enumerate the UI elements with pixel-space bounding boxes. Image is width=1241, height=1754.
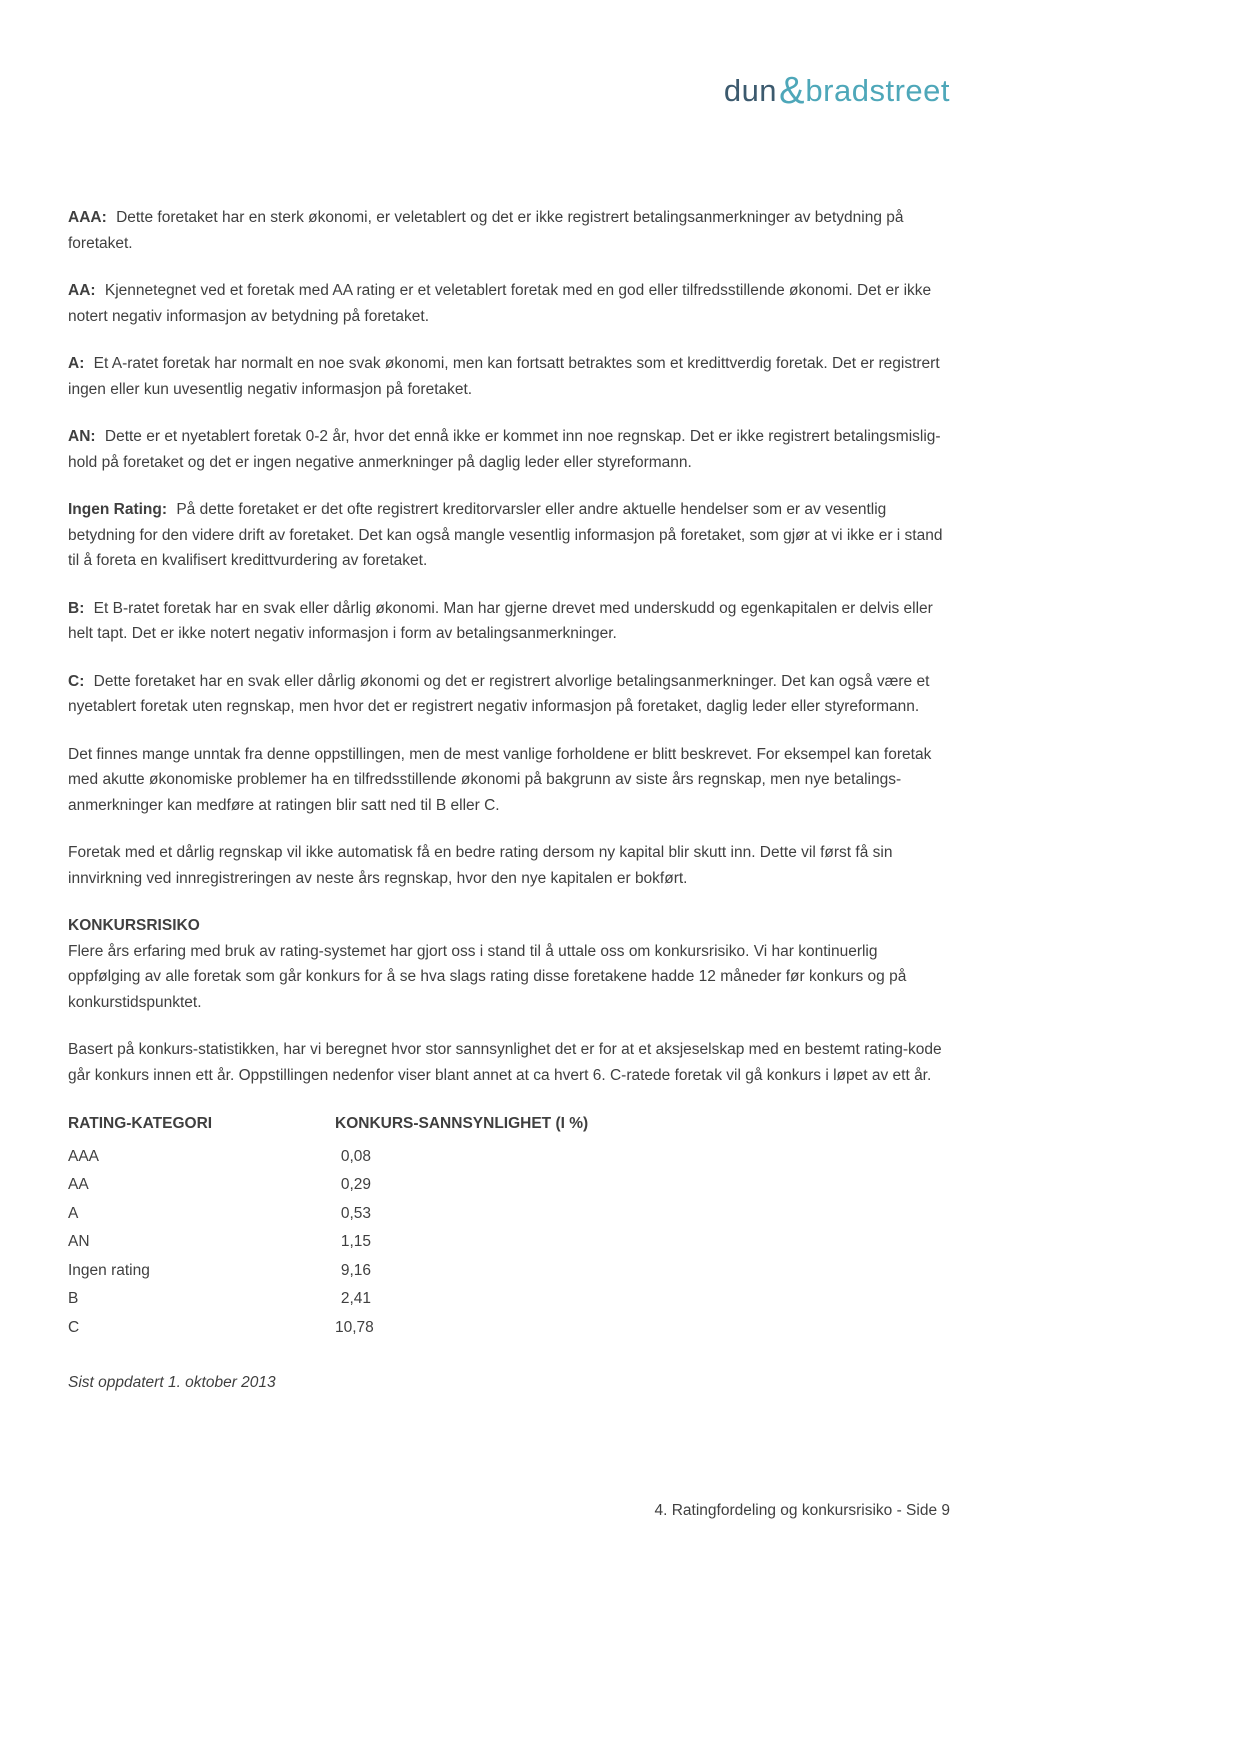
konkursrisiko-heading: KONKURSRISIKO	[68, 917, 200, 934]
table-cell-value: 0,29	[340, 1176, 371, 1193]
table-header-rating-kategori: RATING-KATEGORI	[68, 1115, 213, 1132]
rating-label-an: AN:	[68, 428, 96, 445]
rating-paragraph-b	[68, 596, 950, 647]
table-cell-value: 10,78	[335, 1318, 374, 1336]
konkurs-probability-table	[68, 1110, 950, 1342]
rating-text-b: Et B-ratet foretak har en svak eller dårlig økonomi. Man har gjerne drevet med underskudd og egenkapitalen er delvis eller helt tapt. Det er ikke notert negativ informasjon i form av betalingsanmerkninger.	[68, 599, 933, 642]
rating-label-c: C:	[68, 672, 85, 690]
rating-text-aa: Kjennetegnet ved et foretak med AA rating er et veletablert foretak med en god eller tilfredsstillende økonomi. Det er ikke notert negativ informasjon av betydning på foretaket.	[68, 282, 932, 325]
exceptions-paragraph: Det finnes mange unntak fra denne oppstillingen, men de mest vanlige forholdene er blitt beskrevet. For eksempel kan foretak med akutte økonomiske problemer ha en tilfredsstillende økonomi på bakgrunn av siste års regnskap, men nye betalings- anmerkninger kan medføre at ratingen blir satt ned til B eller C.	[68, 745, 932, 814]
page-footer: 4. Ratingfordeling og konkursrisiko - Side 9	[654, 1502, 950, 1519]
rating-paragraph-a	[68, 351, 950, 402]
rating-paragraph-ingen-rating	[68, 497, 950, 574]
table-row	[68, 1171, 950, 1200]
konkursrisiko-paragraph-1: Flere års erfaring med bruk av rating-systemet har gjort oss i stand til å uttale oss om konkursrisiko. Vi har kontinuerlig oppfølging av alle foretak som går konkurs for å se hva slags rating disse foretakene hadde 12 måneder før konkurs og på konkurstidspunktet.	[68, 942, 907, 1011]
logo-text-dun: dun	[723, 73, 778, 108]
table-header-row	[68, 1110, 950, 1139]
rating-text-aaa: Dette foretaket har en sterk økonomi, er veletablert og det er ikke registrert betalingsanmerkninger av betydning på foretaket.	[68, 209, 904, 252]
konkursrisiko-section	[68, 913, 950, 1088]
rating-text-ingen-rating: På dette foretaket er det ofte registrert kreditorvarsler eller andre aktuelle hendelser som er av vesentlig betydning for den videre drift av foretaket. Det kan også mangle vesentlig informasjon på foretaket, som gjør at vi ikke er i stand til å foreta en kvalifisert kredittvurdering av foretaket.	[68, 501, 943, 569]
last-updated-note: Sist oppdatert 1. oktober 2013	[68, 1374, 276, 1391]
rating-text-an: Dette er et nyetablert foretak 0-2 år, hvor det ennå ikke er kommet inn noe regnskap. Det er ikke registrert betalingsmislig- hold på foretaket og det er ingen negative anmerkninger på daglig leder eller styreformann.	[68, 428, 941, 471]
rating-text-a: Et A-ratet foretak har normalt en noe svak økonomi, men kan fortsatt betraktes som et kredittverdig foretak. Det er registrert ingen eller kun uvesentlig negativ informasjon på foretaket.	[68, 355, 940, 398]
table-cell-category: A	[68, 1204, 79, 1222]
table-row	[68, 1143, 950, 1172]
rating-paragraph-aaa	[68, 205, 950, 256]
rating-label-a: A:	[68, 355, 85, 372]
rating-paragraph-an	[68, 424, 950, 475]
capital-injection-paragraph: Foretak med et dårlig regnskap vil ikke automatisk få en bedre rating dersom ny kapital blir skutt inn. Dette vil først få sin innvirkning ved innregistreringen av neste års regnskap, hvor den nye kapitalen er bokført.	[68, 844, 893, 887]
table-row	[68, 1314, 950, 1343]
rating-text-c: Dette foretaket har en svak eller dårlig økonomi og det er registrert alvorlige betalingsanmerkninger. Det kan også være et nyetablert foretak uten regnskap, men hvor det er registrert negativ informasjon på foretaket, daglig leder eller styreformann.	[68, 672, 930, 715]
table-cell-category: Ingen rating	[68, 1261, 150, 1279]
table-cell-category: C	[68, 1318, 80, 1336]
rating-label-aa: AA:	[68, 282, 96, 299]
table-cell-category: B	[68, 1290, 79, 1307]
table-row	[68, 1228, 950, 1257]
rating-label-ingen-rating: Ingen Rating:	[68, 501, 168, 518]
table-row	[68, 1200, 950, 1229]
rating-paragraph-aa	[68, 278, 950, 329]
page-content	[68, 205, 950, 1396]
table-cell-value: 0,08	[340, 1147, 371, 1165]
table-cell-category: AN	[68, 1233, 90, 1250]
rating-label-b: B:	[68, 599, 85, 617]
logo-ampersand-icon: &	[779, 70, 805, 112]
table-cell-category: AAA	[68, 1147, 100, 1165]
table-cell-category: AA	[68, 1176, 89, 1193]
table-cell-value: 1,15	[340, 1233, 371, 1250]
konkursrisiko-paragraph-2: Basert på konkurs-statistikken, har vi beregnet hvor stor sannsynlighet det er for at et aksjeselskap med en bestemt rating-kode går konkurs innen ett år. Oppstillingen nedenfor viser blant annet at ca hvert 6. C-ratede foretak vil gå konkurs i løpet av ett år.	[68, 1041, 942, 1084]
table-cell-value: 9,16	[340, 1261, 371, 1279]
logo-text-bradstreet: bradstreet	[805, 73, 950, 108]
table-row	[68, 1285, 950, 1314]
table-row	[68, 1257, 950, 1286]
rating-label-aaa: AAA:	[68, 209, 107, 226]
rating-paragraph-c	[68, 669, 950, 720]
table-cell-value: 2,41	[340, 1290, 371, 1307]
table-cell-value: 0,53	[340, 1204, 371, 1222]
dun-bradstreet-logo	[723, 70, 950, 112]
table-header-konkurs-sannsynlighet: KONKURS-SANNSYNLIGHET (I %)	[335, 1115, 589, 1132]
